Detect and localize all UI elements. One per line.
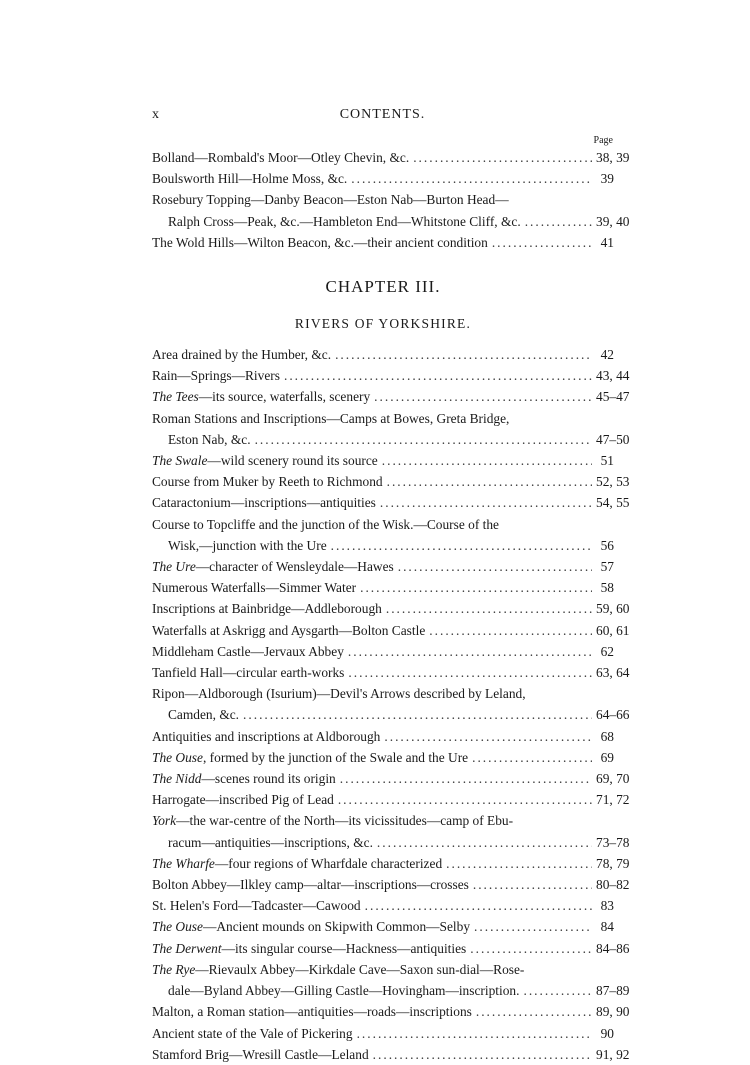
toc-page-number: 56	[600, 537, 614, 553]
dot-leader	[284, 365, 592, 386]
toc-entry-river-name: The Nidd	[152, 771, 202, 787]
toc-entry-line	[152, 577, 614, 598]
toc-entry	[152, 147, 630, 168]
toc-entry-line	[152, 535, 614, 556]
toc-entry-text: The Wold Hills—Wilton Beacon, &c.—their ancient condition	[152, 234, 488, 250]
dot-leader	[373, 1044, 592, 1065]
toc-entry-line	[152, 344, 614, 365]
running-title: CONTENTS.	[339, 107, 426, 122]
chapter-heading: CHAPTER III.	[325, 277, 441, 296]
toc-entry-line	[152, 853, 630, 874]
dot-leader	[377, 832, 592, 853]
dot-leader	[387, 471, 592, 492]
toc-entry-river-name: The Swale	[152, 453, 208, 469]
dot-leader	[429, 620, 592, 641]
toc-entry-text: —its source, waterfalls, scenery	[198, 389, 371, 405]
dot-leader	[523, 980, 592, 1001]
dot-leader	[413, 147, 592, 168]
toc-entry-line	[152, 471, 630, 492]
toc-entry	[152, 853, 630, 874]
toc-entry	[152, 1044, 630, 1065]
toc-entry-river-name: The Tees	[152, 389, 199, 405]
toc-entry-text: Middleham Castle—Jervaux Abbey	[152, 643, 344, 659]
toc-entry-line	[152, 832, 630, 853]
toc-entry-text: Harrogate—inscribed Pig of Lead	[152, 792, 334, 808]
toc-entry-river-name: The Derwent	[152, 940, 222, 956]
toc-page-number: 59, 60	[596, 601, 630, 617]
dot-leader	[472, 747, 592, 768]
toc-entry-line	[152, 514, 614, 535]
toc-page-number: 57	[600, 559, 614, 575]
toc-entry	[152, 641, 614, 662]
toc-entry	[152, 810, 630, 852]
toc-entry-line	[152, 959, 614, 980]
dot-leader	[384, 726, 592, 747]
toc-page-number: 80–82	[596, 877, 630, 893]
folio-number: x	[152, 107, 159, 122]
toc-entry-line	[152, 874, 630, 895]
toc-entry-text: Ripon—Aldborough (Isurium)—Devil's Arrows described by Leland,	[152, 686, 526, 702]
toc-entry-text: Tanfield Hall—circular earth-works	[152, 665, 345, 681]
toc-entry-line	[152, 980, 630, 1001]
dot-leader	[360, 577, 592, 598]
toc-page-number: 58	[600, 580, 614, 596]
dot-leader	[398, 556, 592, 577]
toc-page-number: 91, 92	[596, 1046, 630, 1062]
toc-entry	[152, 189, 630, 231]
toc-entry-line	[152, 895, 614, 916]
toc-entry	[152, 471, 630, 492]
toc-entry-line	[152, 211, 630, 232]
toc-entry-text: Camden, &c.	[168, 707, 240, 723]
toc-entry-text: Rain—Springs—Rivers	[152, 368, 280, 384]
toc-page-number: 89, 90	[596, 1004, 630, 1020]
toc-entry-text: Cataractonium—inscriptions—antiquities	[152, 495, 376, 511]
toc-entry-line	[152, 598, 630, 619]
toc-entry-text: —character of Wensleydale—Hawes	[195, 559, 394, 575]
toc-page-number: 47–50	[596, 431, 630, 447]
toc-entry-line	[152, 683, 614, 704]
toc-entry-line	[152, 450, 614, 471]
toc-entry	[152, 556, 614, 577]
toc-entry	[152, 874, 630, 895]
dot-leader	[255, 429, 592, 450]
toc-page-number: 38, 39	[596, 150, 630, 165]
toc-entry-text: Malton, a Roman station—antiquities—roads—inscriptions	[152, 1004, 472, 1020]
toc-entry	[152, 747, 614, 768]
dot-leader	[474, 916, 592, 937]
toc-entry	[152, 365, 630, 386]
toc-entry-text: Waterfalls at Askrigg and Aysgarth—Bolton Castle	[152, 622, 426, 638]
toc-entry-line	[152, 1023, 614, 1044]
toc-page-number: 41	[600, 234, 614, 250]
dot-leader	[357, 1023, 592, 1044]
toc-entry	[152, 408, 630, 450]
toc-entry	[152, 789, 630, 810]
toc-entry-line	[152, 168, 614, 189]
toc-page-number: 63, 64	[596, 665, 630, 681]
toc-entry-river-name: York	[152, 813, 177, 829]
toc-entry-line	[152, 662, 630, 683]
toc-entry-text: Course from Muker by Reeth to Richmond	[152, 474, 383, 490]
dot-leader	[470, 938, 592, 959]
toc-entry-text: Ralph Cross—Peak, &c.—Hambleton End—Whitstone Cliff, &c.	[168, 213, 521, 229]
dot-leader	[340, 768, 592, 789]
dot-leader	[338, 789, 592, 810]
dot-leader	[380, 492, 592, 513]
dot-leader	[365, 895, 592, 916]
toc-entry-line	[152, 938, 630, 959]
toc-entry	[152, 386, 630, 407]
dot-leader	[331, 535, 592, 556]
dot-leader	[476, 1001, 592, 1022]
dot-leader	[525, 211, 592, 232]
toc-page-number: 84–86	[596, 940, 630, 956]
toc-entry	[152, 577, 614, 598]
dot-leader	[382, 450, 592, 471]
toc-page-number: 83	[600, 898, 614, 914]
toc-entry	[152, 232, 614, 253]
dot-leader	[473, 874, 592, 895]
toc-entry	[152, 938, 630, 959]
toc-page-number: 52, 53	[596, 474, 630, 490]
toc-page-number: 78, 79	[596, 855, 630, 871]
toc-entry-line	[152, 232, 614, 253]
dot-leader	[243, 704, 592, 725]
toc-entry	[152, 662, 630, 683]
toc-entry-text: , formed by the junction of the Swale and the Ure	[202, 749, 469, 765]
toc-entry	[152, 726, 614, 747]
toc-section-prior	[152, 147, 630, 253]
toc-entry-text: Wisk,—junction with the Ure	[168, 537, 327, 553]
toc-entry-river-name: The Ouse	[152, 749, 203, 765]
toc-entry-line	[152, 916, 614, 937]
toc-entry-line	[152, 1001, 630, 1022]
toc-entry-text: Ancient state of the Vale of Pickering	[152, 1025, 353, 1041]
toc-entry-text: —Ancient mounds on Skipwith Common—Selby	[202, 919, 471, 935]
toc-page-number: 62	[600, 643, 614, 659]
toc-page-number: 54, 55	[596, 495, 630, 511]
toc-entry-text: Bolland—Rombald's Moor—Otley Chevin, &c.	[152, 150, 410, 165]
toc-entry-line	[152, 810, 614, 831]
toc-entry-line	[152, 408, 614, 429]
toc-entry-line	[152, 641, 614, 662]
toc-page-number: 69	[600, 749, 614, 765]
toc-entry-text: —wild scenery round its source	[207, 453, 378, 469]
toc-entry-text: —four regions of Wharfdale characterized	[214, 855, 443, 871]
page-header	[152, 107, 613, 129]
toc-entry-line	[152, 620, 630, 641]
toc-entry-line	[152, 747, 614, 768]
dot-leader	[348, 662, 592, 683]
toc-entry-line	[152, 1044, 630, 1065]
toc-entry	[152, 450, 614, 471]
toc-entry-text: —Rievaulx Abbey—Kirkdale Cave—Saxon sun-dial—Rose-	[195, 961, 525, 977]
toc-entry	[152, 492, 630, 513]
toc-entry-text: Boulsworth Hill—Holme Moss, &c.	[152, 171, 348, 187]
dot-leader	[446, 853, 592, 874]
toc-entry-text: Course to Topcliffe and the junction of the Wisk.—Course of the	[152, 516, 499, 532]
toc-entry-river-name: The Rye	[152, 961, 196, 977]
toc-page-number: 45–47	[596, 389, 630, 405]
toc-entry-line	[152, 365, 630, 386]
toc-entry-text: Numerous Waterfalls—Simmer Water	[152, 580, 357, 596]
toc-entry-text: —its singular course—Hackness—antiquities	[221, 940, 467, 956]
toc-entry-line	[152, 556, 614, 577]
toc-page-number: 43, 44	[596, 368, 630, 384]
toc-entry-river-name: The Wharfe	[152, 855, 215, 871]
dot-leader	[335, 344, 592, 365]
toc-entry-line	[152, 189, 614, 210]
toc-page-number: 68	[600, 728, 614, 744]
toc-entry	[152, 768, 630, 789]
toc-entry-text: Inscriptions at Bainbridge—Addleborough	[152, 601, 382, 617]
toc-page-number: 73–78	[596, 834, 630, 850]
dot-leader	[351, 168, 592, 189]
toc-page-number: 51	[600, 453, 614, 469]
toc-entry	[152, 168, 614, 189]
toc-page-number: 64–66	[596, 707, 630, 723]
toc-entry-line	[152, 147, 630, 168]
toc-page-number: 60, 61	[596, 622, 630, 638]
toc-entry-line	[152, 704, 630, 725]
chapter-subtitle: RIVERS OF YORKSHIRE.	[294, 316, 472, 331]
page-column-label: Page	[593, 135, 613, 146]
toc-page-number: 84	[600, 919, 614, 935]
toc-entry-text: Roman Stations and Inscriptions—Camps at Bowes, Greta Bridge,	[152, 410, 510, 426]
toc-entry-line	[152, 386, 630, 407]
toc-entry-river-name: The Ouse	[152, 919, 203, 935]
toc-entry-line	[152, 768, 630, 789]
toc-entry-line	[152, 429, 630, 450]
toc-entry	[152, 1023, 614, 1044]
toc-entry-text: Area drained by the Humber, &c.	[152, 347, 332, 362]
toc-entry-text: —scenes round its origin	[201, 771, 336, 787]
toc-page-number: 90	[600, 1025, 614, 1041]
toc-entry	[152, 959, 630, 1001]
toc-entry-text: Bolton Abbey—Ilkley camp—altar—inscriptions—crosses	[152, 877, 469, 893]
dot-leader	[348, 641, 592, 662]
toc-page-number: 87–89	[596, 983, 630, 999]
toc-page-number: 71, 72	[596, 792, 630, 808]
toc-entry-text: Eston Nab, &c.	[168, 431, 251, 447]
toc-entry-text: Rosebury Topping—Danby Beacon—Eston Nab—Burton Head—	[152, 192, 509, 208]
toc-page-number: 42	[600, 347, 614, 362]
toc-entry	[152, 1001, 630, 1022]
dot-leader	[492, 232, 592, 253]
toc-entry-text: dale—Byland Abbey—Gilling Castle—Hovingham—inscription.	[168, 983, 520, 999]
toc-entry	[152, 683, 630, 725]
toc-entry-text: racum—antiquities—inscriptions, &c.	[168, 834, 373, 850]
dot-leader	[386, 598, 592, 619]
toc-page-number: 39, 40	[596, 213, 630, 229]
toc-entry	[152, 895, 614, 916]
toc-entry-text: St. Helen's Ford—Tadcaster—Cawood	[152, 898, 361, 914]
toc-entry-text: Antiquities and inscriptions at Aldborough	[152, 728, 381, 744]
toc-entry	[152, 344, 614, 365]
toc-entry	[152, 916, 614, 937]
toc-entry	[152, 514, 614, 556]
toc-page-number: 69, 70	[596, 771, 630, 787]
toc-entry	[152, 620, 630, 641]
dot-leader	[374, 386, 592, 407]
toc-entry-line	[152, 726, 614, 747]
toc-entry-line	[152, 789, 630, 810]
toc-entry	[152, 598, 630, 619]
toc-page-number: 39	[600, 171, 614, 187]
toc-entry-river-name: The Ure	[152, 559, 196, 575]
toc-section-chapter-3	[152, 344, 630, 1065]
toc-entry-line	[152, 492, 630, 513]
toc-entry-text: Stamford Brig—Wresill Castle—Leland	[152, 1046, 369, 1062]
toc-entry-text: —the war-centre of the North—its vicissitudes—camp of Ebu-	[176, 813, 514, 829]
